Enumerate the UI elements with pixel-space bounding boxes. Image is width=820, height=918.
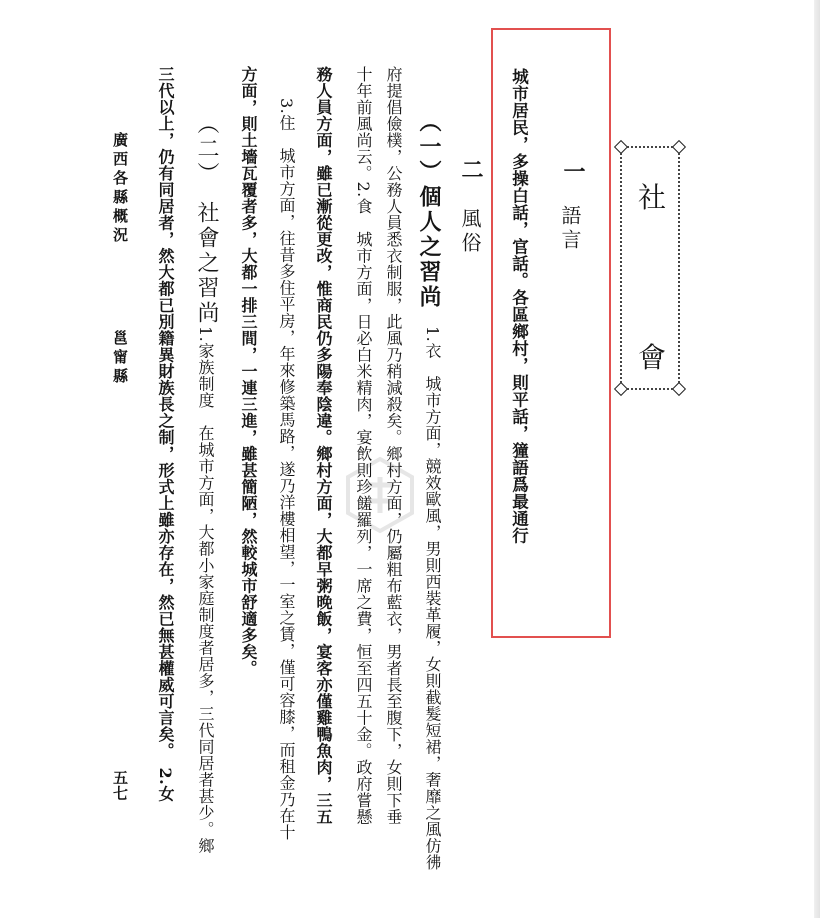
section1-body: 城市居民，多操白話，官話。各區鄉村，則平話，獞語爲最通行 <box>509 68 529 544</box>
corner-diamond-icon <box>672 140 686 154</box>
chapter-title-char: 會 <box>637 341 666 374</box>
section1-heading: 一 <box>560 160 586 185</box>
footer-county: 邕甯縣 <box>111 330 129 387</box>
body-line: 府提倡儉樸，公務人員悉衣制服，此風乃稍減殺矣。鄉村方面，仍屬粗布藍衣，男者長至腹下，女則下垂 <box>384 66 403 825</box>
corner-diamond-icon <box>614 382 628 396</box>
corner-diamond-icon <box>672 382 686 396</box>
subsection1-heading: （一）個人之習尚 <box>416 110 442 310</box>
body-line: 務人員方面，雖已漸從更改，惟商民仍多陽奉陰違。鄉村方面，大都早粥晚飯，宴客亦僅雞鴨魚肉，三五 <box>314 66 333 825</box>
body-line: 三代以上，仍有同居者，然大都已別籍異財族長之制，形式上雖亦存在，然已無甚權威可言矣。 2.女 <box>156 66 175 802</box>
body-line: 十年前風尚云。2.食 城市方面，日必白米精肉，宴飲則珍饈羅列，一席之費，恒至四五十金。政府嘗懸 <box>354 66 373 825</box>
section1-title: 語言 <box>558 205 582 253</box>
subsection2-heading: （二） 社會之習尚 <box>194 112 219 326</box>
section2-heading: 二 <box>458 158 484 183</box>
body-line: 1.衣 城市方面，競效歐風，男則西裝革履，女則截髮短裙，奢靡之風仿彿 <box>423 326 442 871</box>
footer-book-title: 廣西各縣概況 <box>111 132 129 246</box>
page-number: 五七 <box>111 770 129 801</box>
body-line: 1.家族制度 在城市方面，大都小家庭制度者居多，三代同居者甚少。鄉 <box>196 326 215 854</box>
body-line: 3.住 城市方面，往昔多住平房，年來修築馬路，遂乃洋樓相望，一室之賃，僅可容膝，而租金乃在十 <box>277 98 296 841</box>
chapter-title-box <box>620 146 680 390</box>
corner-diamond-icon <box>614 140 628 154</box>
highlight-box <box>491 28 611 638</box>
chapter-title-char: 社 <box>637 181 666 214</box>
section2-title: 風俗 <box>458 208 482 256</box>
seal-watermark-icon <box>340 455 420 535</box>
page-edge <box>814 0 820 918</box>
body-line: 方面，則土墻瓦覆者多，大都一排三間，一連三進，雖甚簡陋，然較城市舒適多矣。 <box>239 66 258 677</box>
